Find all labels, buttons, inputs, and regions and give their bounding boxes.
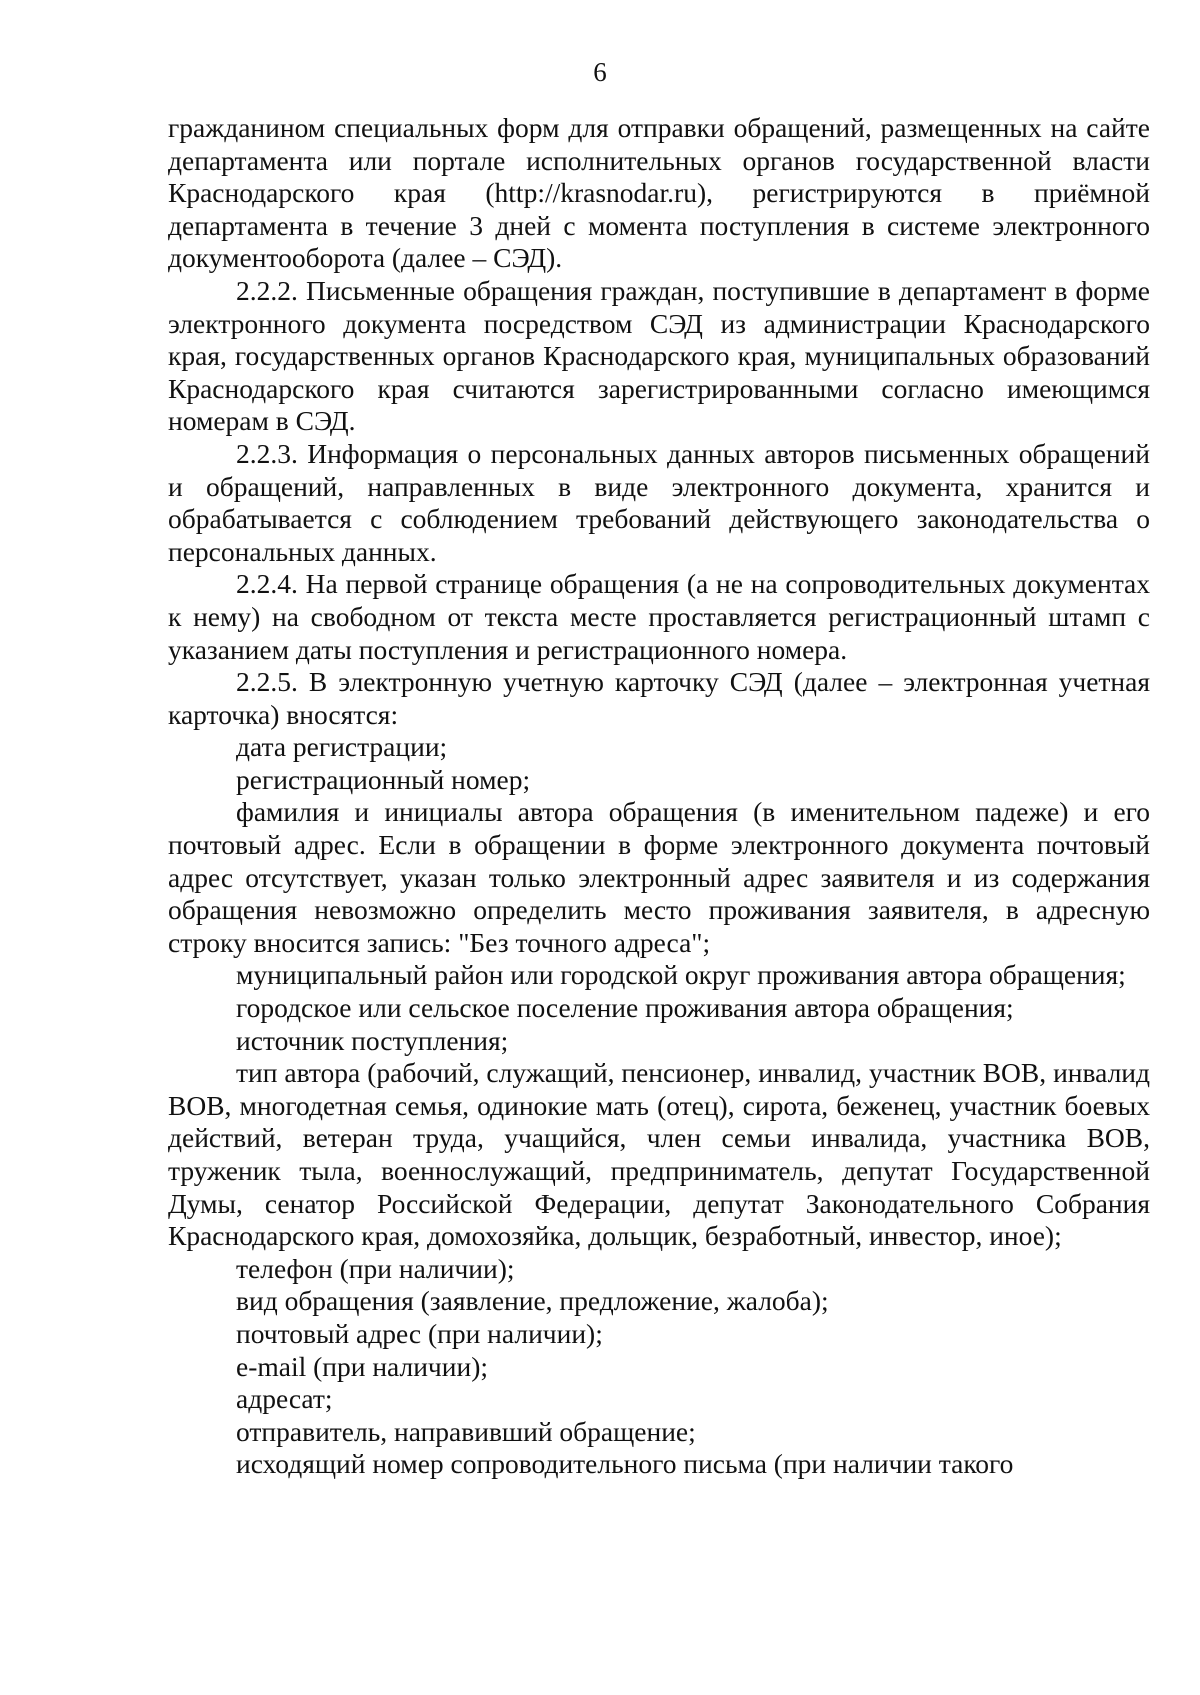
list-item: муниципальный район или городской округ проживания автора обращения; [236,959,1126,991]
list-item: исходящий номер сопроводительного письма (при наличии такого [236,1448,1014,1480]
paragraph-2-2-2: 2.2.2. Письменные обращения граждан, поступившие в департамент в форме электронного документа посредством СЭД из администрации Краснодарского края, государственных органов Краснодарского края, муниципальных образований Краснодарского края считаются зарегистрированными согласно имеющимся номерам в СЭД. [168,274,1150,437]
list-item: адресат; [236,1383,333,1415]
list-item: вид обращения (заявление, предложение, жалоба); [236,1285,829,1317]
list-item: тип автора (рабочий, служащий, пенсионер, инвалид, участник ВОВ, инвалид ВОВ, многодетная семья, одинокие мать (отец), сирота, беженец, участник боевых действий, ветеран труда, учащийся, член семьи инвалида, участника ВОВ, труженик тыла, военнослужащий, предприниматель, депутат Государственной Думы, сенатор Российской Федерации, депутат Законодательного Собрания Краснодарского края, домохозяйка, дольщик, безработный, инвестор, иное); [168,1057,1150,1252]
list-item: регистрационный номер; [236,763,531,795]
page-number: 6 [593,57,607,87]
list-item: отправитель, направивший обращение; [236,1415,696,1447]
list-item: фамилия и инициалы автора обращения (в именительном падеже) и его почтовый адрес. Если в обращении в форме электронного документа почтовый адрес отсутствует, указан только электронный адрес заявителя и из содержания обращения невозможно определить место проживания заявителя, в адресную строку вносится запись: "Без точного адреса"; [168,796,1150,958]
list-item: e-mail (при наличии); [236,1350,488,1382]
paragraph-2-2-3: 2.2.3. Информация о персональных данных авторов письменных обращений и обращений, направленных в виде электронного документа, хранится и обрабатывается с соблюдением требований действующего законодательства о персональных данных. [168,437,1150,567]
list-item: источник поступления; [236,1024,509,1056]
paragraph-2-2-5: 2.2.5. В электронную учетную карточку СЭД (далее – электронная учетная карточка) вносятся: [168,666,1150,730]
document-body [168,112,1150,1481]
paragraph: гражданином специальных форм для отправки обращений, размещенных на сайте департамента или портале исполнительных органов государственной власти Краснодарского края (http://krasnodar.ru), регистрируются в приёмной департамента в течение 3 дней с момента поступления в системе электронного документооборота (далее – СЭД). [168,112,1150,274]
list-item: телефон (при наличии); [236,1252,515,1284]
list-item: почтовый адрес (при наличии); [236,1317,603,1349]
list-item: городское или сельское поселение проживания автора обращения; [236,992,1014,1024]
list-item: дата регистрации; [236,731,448,763]
paragraph-2-2-4: 2.2.4. На первой странице обращения (а не на сопроводительных документах к нему) на свободном от текста месте проставляется регистрационный штамп с указанием даты поступления и регистрационного номера. [168,568,1150,665]
